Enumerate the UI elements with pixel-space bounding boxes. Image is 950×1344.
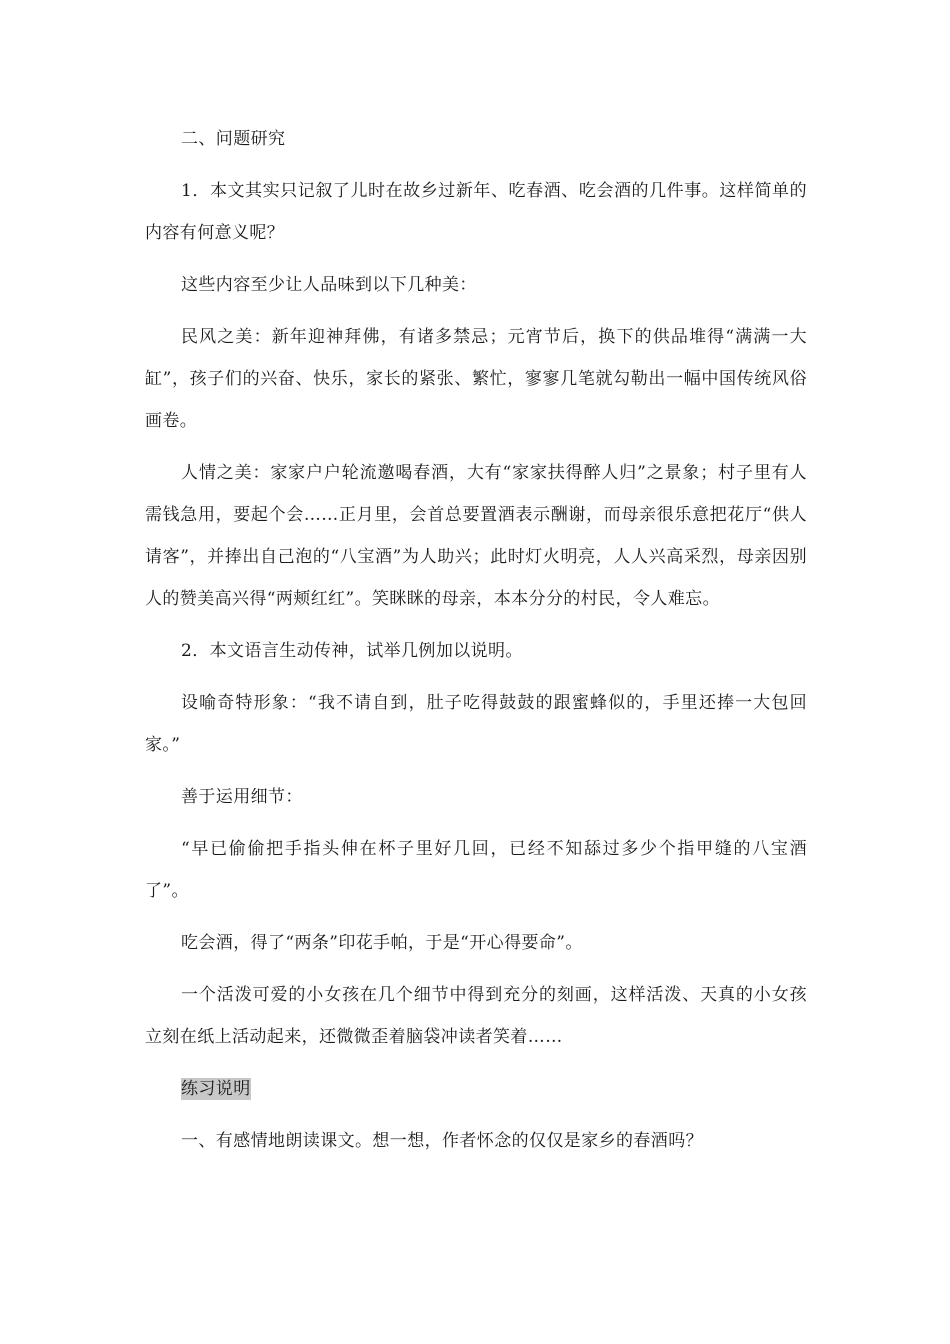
paragraph-folk-beauty: 民风之美：新年迎神拜佛，有诸多禁忌；元宵节后，换下的供品堆得“满满一大缸”，孩子们的兴奋、快乐，家长的紧张、繁忙，寥寥几笔就勾勒出一幅中国传统风俗画卷。 (145, 327, 807, 431)
question-1: 1．本文其实只记叙了儿时在故乡过新年、吃春酒、吃会酒的几件事。这样简单的内容有何意义呢？ (145, 181, 807, 243)
exercise-1: 一、有感情地朗读课文。想一想，作者怀念的仅仅是家乡的春酒吗？ (181, 1131, 703, 1151)
exercise-heading-line (145, 1068, 807, 1110)
paragraph-little-girl: 一个活泼可爱的小女孩在几个细节中得到充分的刻画，这样活泼、天真的小女孩立刻在纸上活动起来，还微微歪着脑袋冲读者笑着…… (145, 985, 807, 1047)
section-title: 二、问题研究 (181, 129, 286, 149)
document-body (145, 118, 807, 1162)
question-2: 2．本文语言生动传神，试举几例加以说明。 (181, 641, 523, 661)
paragraph-quote: “早已偷偷把手指头伸在杯子里好几回，已经不知舔过多少个指甲缝的八宝酒了”。 (145, 839, 807, 901)
paragraph-metaphor: 设喻奇特形象：“我不请自到，肚子吃得鼓鼓的跟蜜蜂似的，手里还捧一大包回家。” (145, 693, 807, 755)
paragraph-hui-jiu: 吃会酒，得了“两条”印花手帕，于是“开心得要命”。 (181, 933, 583, 953)
paragraph-human-beauty: 人情之美：家家户户轮流邀喝春酒，大有“家家扶得醉人归”之景象；村子里有人需钱急用，要起个会……正月里，会首总要置酒表示酬谢，而母亲很乐意把花厅“供人请客”，并捧出自己泡的“八宝酒”为人助兴；此时灯火明亮，人人兴高采烈，母亲因别人的赞美高兴得“两颊红红”。笑眯眯的母亲，本本分分的村民，令人难忘。 (145, 463, 807, 609)
paragraph-detail-heading: 善于运用细节： (181, 787, 303, 807)
paragraph-intro: 这些内容至少让人品味到以下几种美： (181, 275, 477, 295)
exercise-heading: 练习说明 (181, 1079, 251, 1099)
